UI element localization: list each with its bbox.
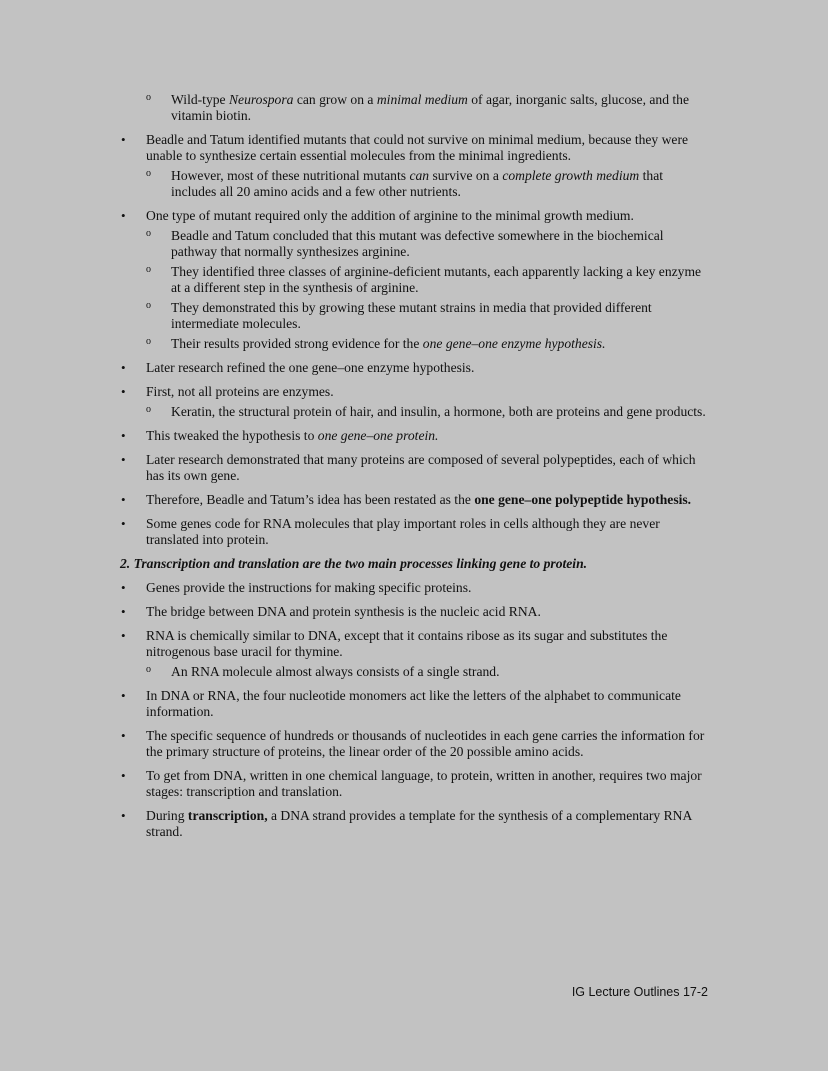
bullet-dot-icon: • xyxy=(121,132,126,147)
text-segment: However, most of these nutritional mutants xyxy=(171,168,410,183)
text-segment: Later research demonstrated that many proteins are composed of several polypeptides, each of which has its own gene. xyxy=(146,452,696,483)
item-text xyxy=(146,452,696,483)
text-segment: This tweaked the hypothesis to xyxy=(146,428,318,443)
bullet-circle-icon: o xyxy=(146,336,151,347)
bullet-item xyxy=(120,208,710,224)
bullet-dot-icon: • xyxy=(121,808,126,823)
item-text xyxy=(146,768,702,799)
page-footer: IG Lecture Outlines 17-2 xyxy=(571,985,708,999)
text-segment: Genes provide the instructions for making specific proteins. xyxy=(146,580,472,595)
item-text xyxy=(171,264,701,295)
text-segment: They demonstrated this by growing these mutant strains in media that provided different intermediate molecules. xyxy=(171,300,652,331)
sub-bullet-item xyxy=(120,336,710,352)
sub-bullet-item xyxy=(120,168,710,200)
bullet-circle-icon: o xyxy=(146,664,151,675)
item-text xyxy=(146,516,660,547)
text-segment: First, not all proteins are enzymes. xyxy=(146,384,334,399)
item-text xyxy=(171,336,606,351)
text-segment: complete growth medium xyxy=(502,168,640,183)
bullet-item xyxy=(120,132,710,164)
item-text xyxy=(146,604,541,619)
text-segment: Later research refined the one gene–one enzyme hypothesis. xyxy=(146,360,475,375)
item-text xyxy=(171,664,499,679)
sub-bullet-item xyxy=(120,264,710,296)
text-segment: During xyxy=(146,808,188,823)
item-text xyxy=(146,384,334,399)
bullet-circle-icon: o xyxy=(146,92,151,103)
item-text xyxy=(146,360,474,375)
bullet-dot-icon: • xyxy=(121,628,126,643)
text-segment: Some genes code for RNA molecules that play important roles in cells although they are never translated into protein. xyxy=(146,516,660,547)
bullet-item xyxy=(120,452,710,484)
item-text xyxy=(171,228,664,259)
item-text xyxy=(146,688,681,719)
sub-bullet-item xyxy=(120,92,710,124)
item-text xyxy=(146,132,688,163)
text-segment: The specific sequence of hundreds or thousands of nucleotides in each gene carries the information for the primary structure of proteins, the linear order of the 20 possible amino acids. xyxy=(146,728,705,759)
text-segment: To get from DNA, written in one chemical language, to protein, written in another, requires two major stages: transcription and translation. xyxy=(146,768,702,799)
text-segment: Keratin, the structural protein of hair, and insulin, a hormone, both are proteins and gene products. xyxy=(171,404,706,419)
bullet-item xyxy=(120,580,710,596)
bullet-item xyxy=(120,360,710,376)
item-text xyxy=(146,808,692,839)
text-segment: The bridge between DNA and protein synthesis is the nucleic acid RNA. xyxy=(146,604,541,619)
bullet-item xyxy=(120,516,710,548)
text-segment: one gene–one enzyme hypothesis. xyxy=(422,336,606,351)
bullet-circle-icon: o xyxy=(146,300,151,311)
bullet-circle-icon: o xyxy=(146,404,151,415)
bullet-dot-icon: • xyxy=(121,208,126,223)
bullet-item xyxy=(120,768,710,800)
bullet-item xyxy=(120,628,710,660)
bullet-item xyxy=(120,604,710,620)
bullet-item xyxy=(120,428,710,444)
bullet-circle-icon: o xyxy=(146,168,151,179)
bullet-item xyxy=(120,688,710,720)
bullet-dot-icon: • xyxy=(121,516,126,531)
text-segment: In DNA or RNA, the four nucleotide monomers act like the letters of the alphabet to communicate information. xyxy=(146,688,681,719)
item-text xyxy=(171,92,689,123)
text-segment: minimal medium xyxy=(376,92,468,107)
item-text xyxy=(146,728,704,759)
text-segment: Beadle and Tatum concluded that this mutant was defective somewhere in the biochemical pathway that normally synthesizes arginine. xyxy=(171,228,664,259)
item-text xyxy=(171,168,663,199)
text-segment: Therefore, Beadle and Tatum’s idea has been restated as the xyxy=(146,492,475,507)
bullet-item xyxy=(120,492,710,508)
text-segment: that includes all 20 amino acids and a few other nutrients. xyxy=(171,168,664,199)
item-text xyxy=(171,300,652,331)
text-segment: RNA is chemically similar to DNA, except that it contains ribose as its sugar and substitutes the nitrogenous base uracil for thymine. xyxy=(146,628,668,659)
bullet-dot-icon: • xyxy=(121,360,126,375)
text-segment: transcription, xyxy=(187,808,268,823)
text-segment: of agar, inorganic salts, glucose, and the vitamin biotin. xyxy=(171,92,690,123)
bullet-circle-icon: o xyxy=(146,228,151,239)
bullet-dot-icon: • xyxy=(121,768,126,783)
outline-body xyxy=(120,92,710,848)
bullet-dot-icon: • xyxy=(121,728,126,743)
text-segment: One type of mutant required only the addition of arginine to the minimal growth medium. xyxy=(146,208,634,223)
sub-bullet-item xyxy=(120,664,710,680)
bullet-dot-icon: • xyxy=(121,688,126,703)
item-text xyxy=(146,492,691,507)
sub-bullet-item xyxy=(120,404,710,420)
text-segment: Their results provided strong evidence for the xyxy=(171,336,423,351)
bullet-item xyxy=(120,808,710,840)
item-text xyxy=(146,580,471,595)
text-segment: Neurospora xyxy=(228,92,294,107)
bullet-dot-icon: • xyxy=(121,452,126,467)
sub-bullet-item xyxy=(120,300,710,332)
text-segment: survive on a xyxy=(429,168,503,183)
text-segment: one gene–one protein. xyxy=(317,428,439,443)
sub-bullet-item xyxy=(120,228,710,260)
text-segment: can grow on a xyxy=(293,92,377,107)
text-segment: Wild-type xyxy=(171,92,229,107)
item-text xyxy=(146,208,634,223)
bullet-item xyxy=(120,384,710,400)
text-segment: They identified three classes of arginine-deficient mutants, each apparently lacking a key enzyme at a different step in the synthesis of arginine. xyxy=(171,264,702,295)
bullet-dot-icon: • xyxy=(121,580,126,595)
item-text xyxy=(171,404,706,419)
bullet-dot-icon: • xyxy=(121,604,126,619)
text-segment: one gene–one polypeptide hypothesis. xyxy=(474,492,692,507)
bullet-item xyxy=(120,728,710,760)
item-text xyxy=(146,428,438,443)
item-text xyxy=(120,556,587,571)
bullet-dot-icon: • xyxy=(121,428,126,443)
bullet-dot-icon: • xyxy=(121,492,126,507)
text-segment: 2. Transcription and translation are the two main processes linking gene to protein. xyxy=(120,556,588,571)
text-segment: Beadle and Tatum identified mutants that could not survive on minimal medium, because they were unable to synthesize certain essential molecules from the minimal ingredients. xyxy=(146,132,689,163)
bullet-dot-icon: • xyxy=(121,384,126,399)
item-text xyxy=(146,628,667,659)
text-segment: An RNA molecule almost always consists of a single strand. xyxy=(171,664,500,679)
section-heading xyxy=(120,556,710,572)
text-segment: a DNA strand provides a template for the synthesis of a complementary RNA strand. xyxy=(146,808,692,839)
bullet-circle-icon: o xyxy=(146,264,151,275)
text-segment: can xyxy=(409,168,430,183)
